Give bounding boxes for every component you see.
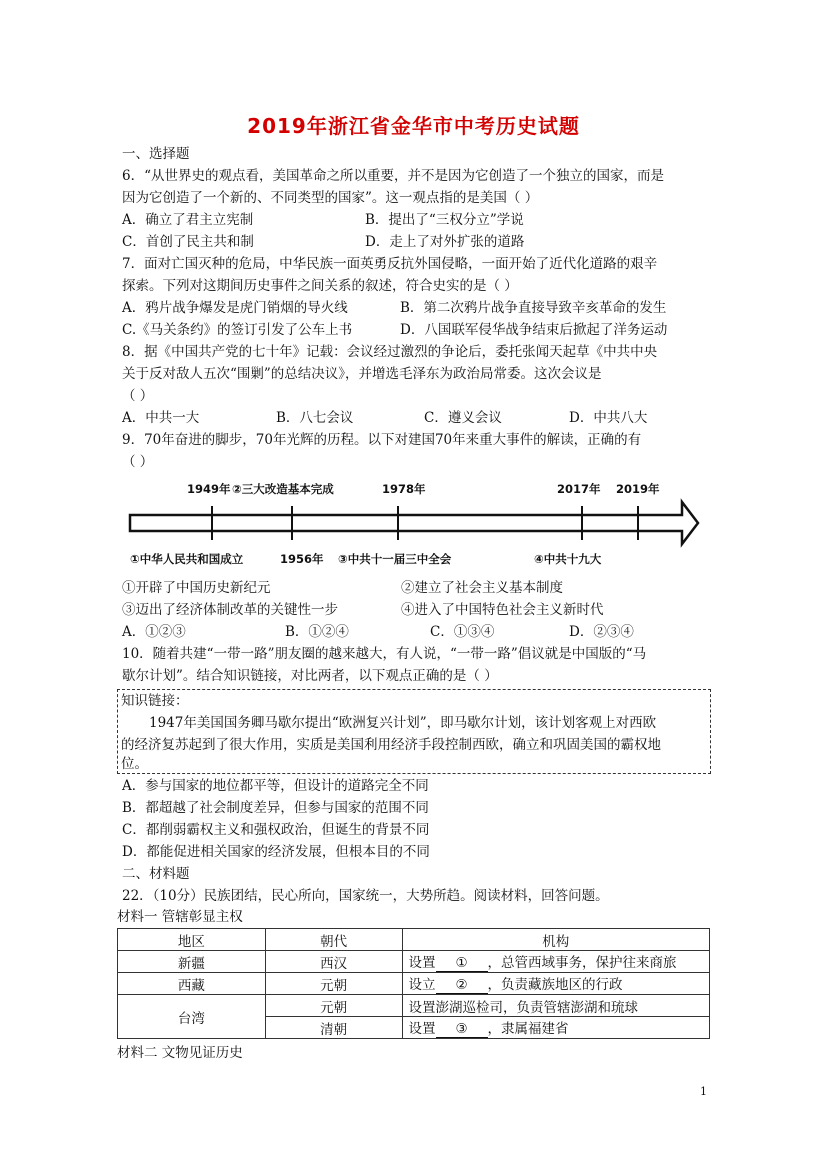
q9-statement-4: ④进入了中国特色社会主义新时代 [401,602,604,618]
timeline-label-three-transformations: ②三大改造基本完成 [232,482,334,496]
blank-1[interactable]: ① [436,955,488,972]
q6-option-a[interactable]: A．确立了君主立宪制 [122,212,254,228]
q7-option-a[interactable]: A．鸦片战争爆发是虎门销烟的导火线 [122,300,348,316]
header-institution: 机构 [402,929,710,951]
q8-option-d[interactable]: D．中共八大 [569,410,648,426]
section-material-heading: 二、材料题 [122,866,190,882]
q6-option-c[interactable]: C．首创了民主共和制 [122,234,254,250]
q9-option-c[interactable]: C．①③④ [430,624,495,640]
knowledge-link-line2: 的经济复苏起到了很大作用，实质是美国利用经济手段控制西欧，确立和巩固美国的霸权地 [121,737,661,753]
timeline-label-1956: 1956年 [280,552,324,566]
knowledge-link-title: 知识链接： [121,693,189,709]
q8-stem-line2: 关于反对敌人五次“围剿”的总结决议》，并增选毛泽东为政治局常委。这次会议是 [122,366,602,382]
cell-institution [402,951,710,973]
institution-suffix: ，总管西域事务，保护往来商旅 [487,955,677,971]
cell-dynasty: 元朝 [265,995,402,1017]
header-region: 地区 [118,929,266,951]
timeline-label-prc-founded: ①中华人民共和国成立 [130,552,244,566]
timeline-arrow [130,502,698,544]
q10-stem-line1: 10．随着共建“一带一路”朋友圈的越来越大，有人说，“一带一路”倡议就是中国版的“马 [122,646,647,662]
table-row [118,973,710,995]
cell-region: 西藏 [118,973,266,995]
institution-suffix: ，负责藏族地区的行政 [487,977,623,993]
section-choice-heading: 一、选择题 [122,146,190,162]
timeline-label-1949: 1949年 [187,482,231,496]
institution-prefix: 设置 [408,1021,436,1037]
institution-suffix: ，隶属福建省 [487,1021,569,1037]
timeline-label-1978: 1978年 [382,482,426,496]
q6-stem-line2: 因为它创造了一个新的、不同类型的国家”。这一观点指的是美国（ ） [122,190,539,206]
q7-stem-line1: 7．面对亡国灭种的危局，中华民族一面英勇反抗外国侵略，一面开始了近代化道路的艰辛 [122,256,658,272]
q6-option-d[interactable]: D．走上了对外扩张的道路 [365,234,525,250]
q8-option-b[interactable]: B．八七会议 [276,410,354,426]
material1-table [117,928,710,1039]
q9-statement-1: ①开辟了中国历史新纪元 [122,580,271,596]
knowledge-link-line1: 1947年美国国务卿马歇尔提出“欧洲复兴计划”，即马歇尔计划，该计划客观上对西欧 [149,715,657,731]
q7-option-b[interactable]: B．第二次鸦片战争直接导致辛亥革命的发生 [400,300,667,316]
table-row [118,951,710,973]
cell-region: 新疆 [118,951,266,973]
q8-stem-line1: 8．据《中国共产党的七十年》记载：会议经过激烈的争论后，委托张闻天起草《中共中央 [122,344,658,360]
q6-option-b[interactable]: B．提出了“三权分立”学说 [365,212,524,228]
page-title: 2019年浙江省金华市中考历史试题 [247,114,580,138]
q9-option-a[interactable]: A．①②③ [122,624,186,640]
timeline-label-19th-congress: ④中共十九大 [534,552,602,566]
q9-stem-line2: （ ） [122,454,154,470]
cell-dynasty: 元朝 [265,973,402,995]
q7-stem-line2: 探索。下列对这期间历史事件之间关系的叙述，符合史实的是（ ） [122,278,518,294]
q9-statement-3: ③迈出了经济体制改革的关键性一步 [122,602,338,618]
page-number: 1 [700,1085,707,1098]
q22-stem: 22．（10分）民族团结，民心所向，国家统一，大势所趋。阅读材料，回答问题。 [122,888,609,904]
q9-option-d[interactable]: D．②③④ [569,624,634,640]
knowledge-link-line3: 位。 [121,756,148,772]
q8-option-a[interactable]: A．中共一大 [122,410,200,426]
knowledge-link-box [117,689,711,774]
institution-prefix: 设立 [408,977,436,993]
q9-statement-2: ②建立了社会主义基本制度 [401,580,563,596]
cell-dynasty: 清朝 [265,1017,402,1039]
q10-option-a[interactable]: A．参与国家的地位都平等，但设计的道路完全不同 [122,778,429,794]
q7-option-d[interactable]: D．八国联军侵华战争结束后掀起了洋务运动 [400,322,668,338]
table-row [118,995,710,1017]
q10-option-c[interactable]: C．都削弱霸权主义和强权政治，但诞生的背景不同 [122,822,430,838]
material1-title: 材料一 管辖彰显主权 [117,909,243,925]
q6-stem-line1: 6．“从世界史的观点看，美国革命之所以重要，并不是因为它创造了一个独立的国家，而是 [122,168,664,184]
header-dynasty: 朝代 [265,929,402,951]
material2-title: 材料二 文物见证历史 [117,1045,243,1061]
cell-institution: 设置澎湖巡检司，负责管辖澎湖和琉球 [402,995,710,1017]
timeline-label-2019: 2019年 [616,482,660,496]
blank-2[interactable]: ② [436,977,488,994]
q7-option-c[interactable]: C.《马关条约》的签订引发了公车上书 [122,322,353,338]
institution-prefix: 设置 [408,955,436,971]
q9-option-b[interactable]: B．①②④ [285,624,349,640]
blank-3[interactable]: ③ [436,1021,488,1038]
q10-option-d[interactable]: D．都能促进相关国家的经济发展，但根本目的不同 [122,844,430,860]
cell-region: 台湾 [118,995,266,1039]
timeline-label-2017: 2017年 [557,482,601,496]
cell-dynasty: 西汉 [265,951,402,973]
table-header-row [118,929,710,951]
q9-stem-line1: 9．70年奋进的脚步，70年光辉的历程。以下对建国70年来重大事件的解读，正确的有 [122,432,642,448]
timeline-label-third-plenum: ③中共十一届三中全会 [338,552,452,566]
q10-option-b[interactable]: B．都超越了社会制度差异，但参与国家的范围不同 [122,800,429,816]
q10-stem-line2: 歇尔计划”。结合知识链接，对比两者，以下观点正确的是（ ） [122,668,498,684]
q8-option-c[interactable]: C．遵义会议 [424,410,502,426]
cell-institution [402,973,710,995]
history-timeline [120,476,705,572]
cell-institution [402,1017,710,1039]
q8-stem-line3: （ ） [122,388,154,404]
